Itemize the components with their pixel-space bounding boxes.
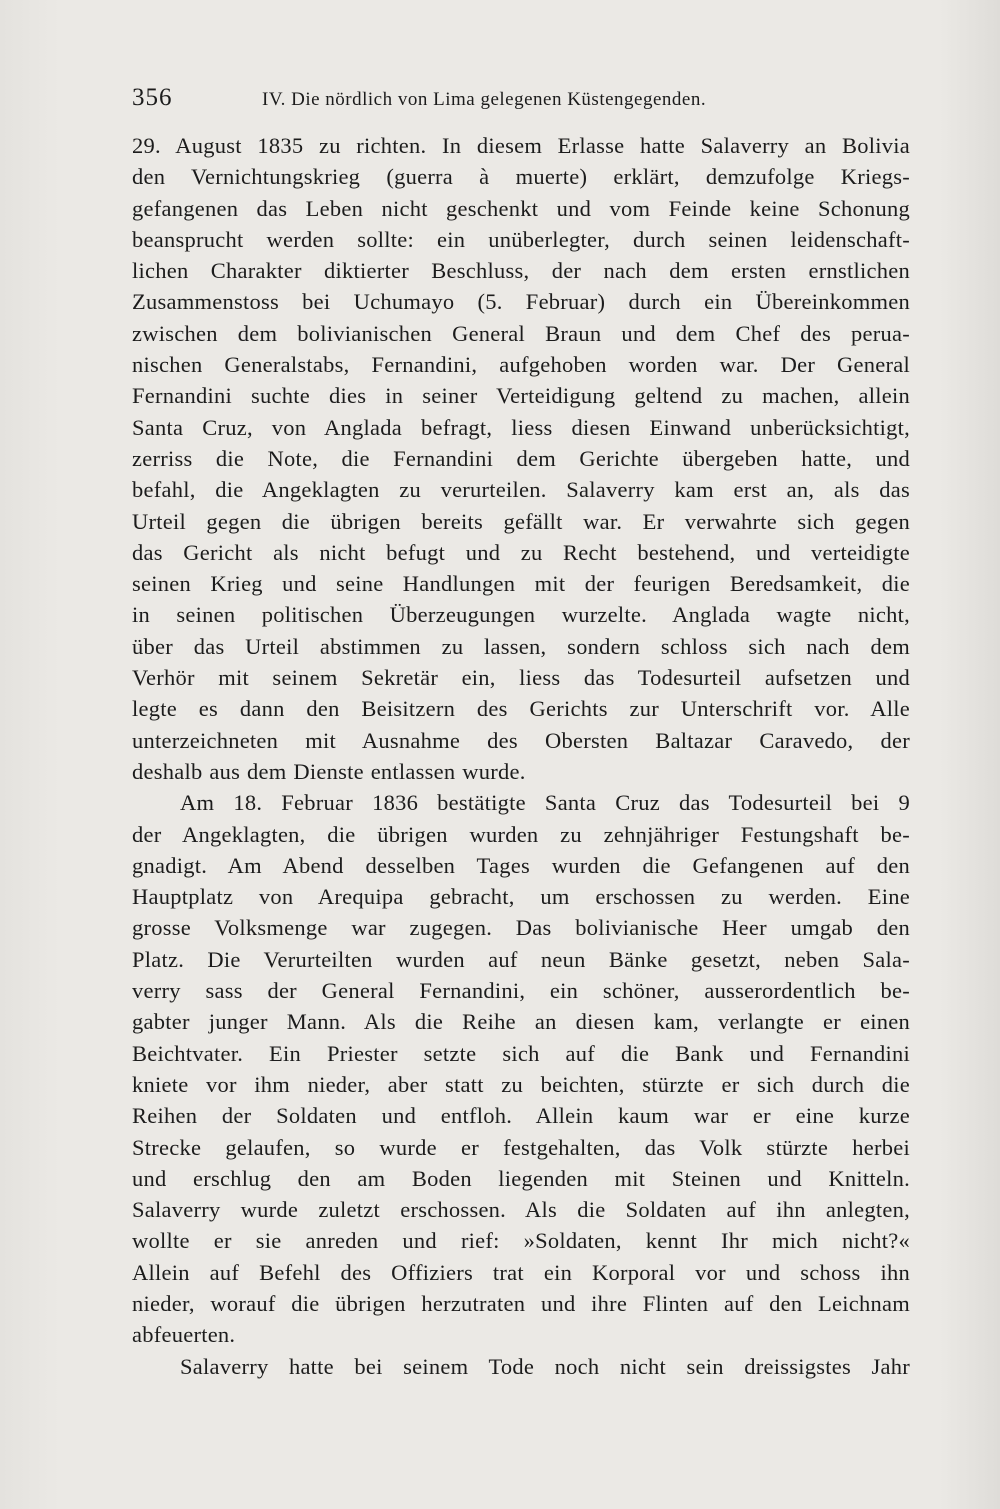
- text-line: legte es dann den Beisitzern des Gerichts zur Unterschrift vor. Alle: [132, 696, 910, 722]
- page-header: [132, 84, 912, 114]
- text-line: den Vernichtungskrieg (guerra à muerte) erklärt, demzufolge Kriegs-: [132, 164, 910, 190]
- text-line: Santa Cruz, von Anglada befragt, liess diesen Einwand unberücksichtigt,: [132, 414, 910, 440]
- text-line: wollte er sie anreden und rief: »Soldaten, kennt Ihr mich nicht?«: [132, 1228, 910, 1254]
- paragraph: [132, 787, 910, 1350]
- text-line: Zusammenstoss bei Uchumayo (5. Februar) durch ein Übereinkommen: [132, 289, 910, 315]
- text-line: zwischen dem bolivianischen General Braun und dem Chef des perua-: [132, 320, 910, 346]
- text-line: Salaverry wurde zuletzt erschossen. Als die Soldaten auf ihn anlegten,: [132, 1197, 910, 1223]
- text-line: kniete vor ihm nieder, aber statt zu beichten, stürzte er sich durch die: [132, 1071, 910, 1097]
- text-line: Beichtvater. Ein Priester setzte sich auf die Bank und Fernandini: [132, 1040, 910, 1066]
- text-line: gefangenen das Leben nicht geschenkt und vom Feinde keine Schonung: [132, 195, 910, 221]
- text-line: und erschlug den am Boden liegenden mit Steinen und Knitteln.: [132, 1165, 910, 1191]
- body-text: [132, 130, 910, 1382]
- text-line: deshalb aus dem Dienste entlassen wurde.: [132, 758, 526, 784]
- text-line: Hauptplatz von Arequipa gebracht, um erschossen zu werden. Eine: [132, 884, 910, 910]
- page-number: 356: [132, 84, 173, 111]
- text-line: das Gericht als nicht befugt und zu Recht bestehend, und verteidigte: [132, 539, 910, 565]
- text-line: 29. August 1835 zu richten. In diesem Erlasse hatte Salaverry an Bolivia: [132, 133, 910, 158]
- paragraph: [132, 1351, 910, 1382]
- text-line: gnadigt. Am Abend desselben Tages wurden die Gefangenen auf den: [132, 852, 910, 878]
- text-line: gabter junger Mann. Als die Reihe an diesen kam, verlangte er einen: [132, 1009, 910, 1035]
- text-line: in seinen politischen Überzeugungen wurzelte. Anglada wagte nicht,: [132, 602, 910, 628]
- text-line: unterzeichneten mit Ausnahme des Obersten Baltazar Caravedo, der: [132, 727, 910, 753]
- text-line: abfeuerten.: [132, 1322, 236, 1348]
- text-line: befahl, die Angeklagten zu verurteilen. Salaverry kam erst an, als das: [132, 477, 910, 503]
- running-head: IV. Die nördlich von Lima gelegenen Küstengegenden.: [262, 89, 707, 110]
- text-line: Verhör mit seinem Sekretär ein, liess das Todesurteil aufsetzen und: [132, 665, 910, 691]
- text-line: zerriss die Note, die Fernandini dem Gerichte übergeben hatte, und: [132, 445, 910, 471]
- text-line: lichen Charakter diktierter Beschluss, der nach dem ersten ernstlichen: [132, 258, 910, 284]
- text-line: nieder, worauf die übrigen herzutraten und ihre Flinten auf den Leichnam: [132, 1290, 910, 1316]
- text-line: grosse Volksmenge war zugegen. Das bolivianische Heer umgab den: [132, 915, 910, 941]
- text-line: Allein auf Befehl des Offiziers trat ein Korporal vor und schoss ihn: [132, 1259, 910, 1285]
- text-line: Fernandini suchte dies in seiner Verteidigung geltend zu machen, allein: [132, 383, 910, 409]
- text-line: seinen Krieg und seine Handlungen mit der feurigen Beredsamkeit, die: [132, 571, 910, 597]
- text-line: der Angeklagten, die übrigen wurden zu zehnjähriger Festungshaft be-: [132, 821, 910, 847]
- text-line: Platz. Die Verurteilten wurden auf neun Bänke gesetzt, neben Sala-: [132, 946, 910, 972]
- text-line: Salaverry hatte bei seinem Tode noch nicht sein dreissigstes Jahr: [180, 1353, 910, 1379]
- text-line: nischen Generalstabs, Fernandini, aufgehoben worden war. Der General: [132, 352, 910, 378]
- text-line: Reihen der Soldaten und entfloh. Allein kaum war er eine kurze: [132, 1103, 910, 1129]
- text-line: beansprucht werden sollte: ein unüberlegter, durch seinen leidenschaft-: [132, 226, 910, 252]
- text-line: Urteil gegen die übrigen bereits gefällt war. Er verwahrte sich gegen: [132, 508, 910, 534]
- paragraph: [132, 130, 910, 787]
- text-line: über das Urteil abstimmen zu lassen, sondern schloss sich nach dem: [132, 633, 910, 659]
- text-line: Am 18. Februar 1836 bestätigte Santa Cruz das Todesurteil bei 9: [180, 790, 910, 816]
- text-line: verry sass der General Fernandini, ein schöner, ausserordentlich be-: [132, 978, 910, 1004]
- text-line: Strecke gelaufen, so wurde er festgehalten, das Volk stürzte herbei: [132, 1134, 910, 1160]
